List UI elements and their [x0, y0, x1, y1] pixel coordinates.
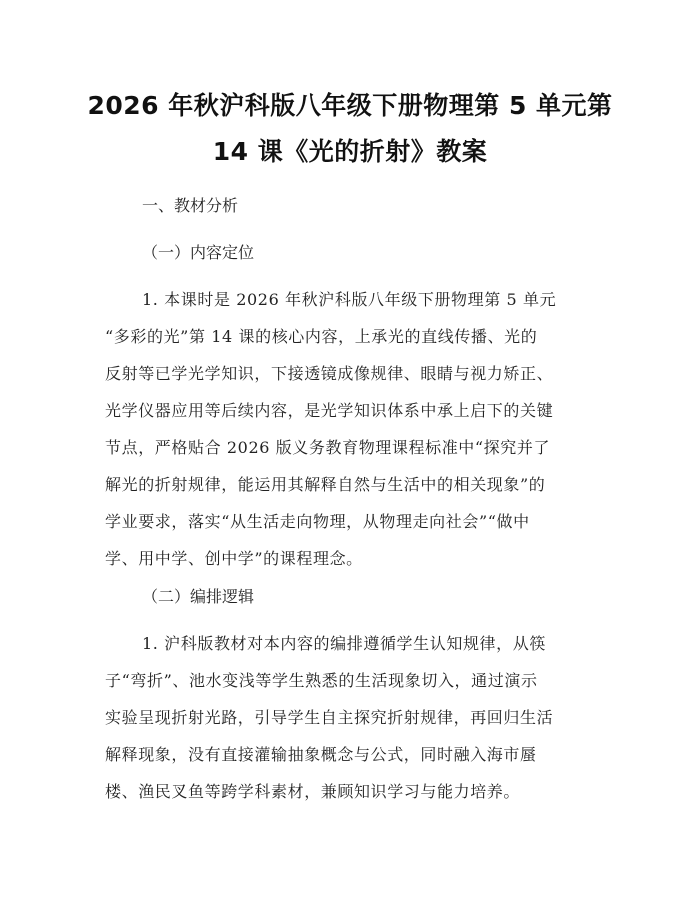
paragraph-2-line: 解释现象，没有直接灌输抽象概念与公式，同时融入海市蜃 — [105, 745, 537, 764]
document-title-line-1: 2026 年秋沪科版八年级下册物理第 5 单元第 — [87, 91, 613, 120]
paragraph-1-line: 光学仪器应用等后续内容，是光学知识体系中承上启下的关键 — [105, 401, 554, 420]
section-heading-teaching-material-analysis: 一、教材分析 — [142, 196, 239, 215]
paragraph-1-line: 1. 本课时是 2026 年秋沪科版八年级下册物理第 5 单元 — [142, 290, 557, 309]
paragraph-2-line: 楼、渔民叉鱼等跨学科素材，兼顾知识学习与能力培养。 — [105, 782, 521, 801]
document-title-line-2: 14 课《光的折射》教案 — [212, 137, 488, 166]
paragraph-2-line: 实验呈现折射光路，引导学生自主探究折射规律，再回归生活 — [105, 708, 554, 727]
paragraph-1-line: 节点，严格贴合 2026 版义务教育物理课程标准中“探究并了 — [105, 438, 551, 457]
paragraph-2-line: 1. 沪科版教材对本内容的编排遵循学生认知规律，从筷 — [142, 634, 546, 653]
subsection-heading-arrangement-logic: （二）编排逻辑 — [142, 587, 255, 606]
paragraph-2-line: 子“弯折”、池水变浅等学生熟悉的生活现象切入，通过演示 — [105, 671, 538, 690]
paragraph-1-line: “多彩的光”第 14 课的核心内容，上承光的直线传播、光的 — [105, 327, 538, 346]
paragraph-1-line: 学、用中学、创中学”的课程理念。 — [105, 549, 363, 568]
subsection-heading-content-positioning: （一）内容定位 — [142, 243, 255, 262]
paragraph-1-line: 解光的折射规律，能运用其解释自然与生活中的相关现象”的 — [105, 475, 546, 494]
paragraph-1-line: 反射等已学光学知识，下接透镜成像规律、眼睛与视力矫正、 — [105, 364, 554, 383]
paragraph-1-line: 学业要求，落实“从生活走向物理，从物理走向社会”“做中 — [105, 512, 530, 531]
